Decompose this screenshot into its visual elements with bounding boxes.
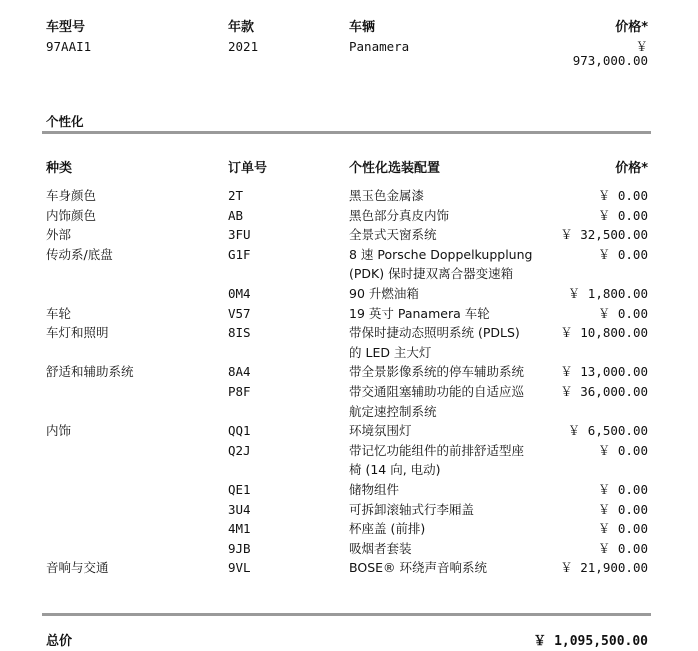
- row-option-text: 航定速控制系统: [349, 403, 437, 419]
- row-option-text: 储物组件: [349, 482, 400, 497]
- row-order-code: Q2J: [228, 442, 251, 458]
- row-order-code: G1F: [228, 246, 251, 262]
- row-category: 内饰: [46, 423, 72, 439]
- row-option-text: 吸烟者套装: [349, 540, 412, 556]
- row-price: ￥ 0.00: [597, 501, 648, 517]
- row-category: 音响与交通: [46, 560, 109, 576]
- row-option-text: 带记忆功能组件的前排舒适型座: [349, 442, 525, 458]
- row-order-code: 3U4: [228, 501, 251, 517]
- section-divider: [42, 131, 651, 134]
- row-option-text: 8 速 Porsche Doppelkupplung: [349, 246, 533, 262]
- row-price: ￥ 0.00: [597, 482, 648, 497]
- row-price: ￥ 10,800.00: [560, 325, 648, 341]
- header-price: 价格*: [615, 20, 648, 35]
- row-order-code: P8F: [228, 384, 251, 399]
- row-order-code: 4M1: [228, 521, 251, 537]
- row-option-text: 黑玉色金属漆: [349, 188, 425, 203]
- row-option-text: (PDK) 保时捷双离合器变速箱: [349, 266, 514, 282]
- row-price: ￥ 0.00: [597, 207, 648, 223]
- row-category: 车身颜色: [46, 188, 97, 203]
- row-order-code: 9VL: [228, 560, 251, 576]
- row-option-text: BOSE® 环绕声音响系统: [349, 560, 488, 576]
- col-header-option: 个性化选装配置: [349, 161, 441, 176]
- row-option-text: 带保时捷动态照明系统 (PDLS): [349, 325, 520, 341]
- row-option-text: 带全景影像系统的停车辅助系统: [349, 364, 525, 380]
- row-price: ￥ 36,000.00: [560, 384, 648, 399]
- row-option-text: 的 LED 主大灯: [349, 344, 432, 360]
- row-option-text: 19 英寸 Panamera 车轮: [349, 305, 490, 321]
- header-model-year: 年款: [228, 20, 255, 35]
- row-category: 传动系/底盘: [46, 246, 113, 262]
- row-order-code: 3FU: [228, 227, 251, 243]
- row-price: ￥ 6,500.00: [567, 423, 648, 439]
- vehicle-value: Panamera: [349, 39, 410, 54]
- total-label: 总价: [46, 634, 73, 649]
- header-model-code: 车型号: [46, 20, 86, 35]
- total-divider: [42, 613, 651, 616]
- col-header-order-no: 订单号: [228, 161, 268, 176]
- row-option-text: 环境氛围灯: [349, 423, 412, 439]
- row-category: 内饰颜色: [46, 207, 97, 223]
- header-vehicle: 车辆: [349, 20, 376, 35]
- row-option-text: 90 升燃油箱: [349, 286, 419, 301]
- col-header-price: 价格*: [615, 161, 648, 176]
- model-code-value: 97AAI1: [46, 39, 92, 54]
- row-option-text: 黑色部分真皮内饰: [349, 207, 450, 223]
- row-category: 车灯和照明: [46, 325, 109, 341]
- row-order-code: 2T: [228, 188, 244, 203]
- row-order-code: AB: [228, 207, 244, 223]
- row-option-text: 可拆卸滚轴式行李厢盖: [349, 501, 475, 517]
- row-order-code: QE1: [228, 482, 251, 497]
- total-value: ￥ 1,095,500.00: [533, 634, 648, 649]
- row-order-code: 8IS: [228, 325, 251, 341]
- row-order-code: 0M4: [228, 286, 251, 301]
- price-currency: ￥: [635, 39, 648, 54]
- row-price: ￥ 0.00: [597, 521, 648, 537]
- row-price: ￥ 0.00: [597, 188, 648, 203]
- row-price: ￥ 0.00: [597, 540, 648, 556]
- row-category: 外部: [46, 227, 72, 243]
- row-option-text: 椅 (14 向, 电动): [349, 462, 441, 478]
- row-price: ￥ 0.00: [597, 246, 648, 262]
- row-price: ￥ 0.00: [597, 442, 648, 458]
- row-order-code: 9JB: [228, 540, 251, 556]
- row-price: ￥ 32,500.00: [560, 227, 648, 243]
- col-header-category: 种类: [46, 161, 73, 176]
- row-option-text: 全景式天窗系统: [349, 227, 437, 243]
- row-category: 舒适和辅助系统: [46, 364, 134, 380]
- row-order-code: V57: [228, 305, 251, 321]
- row-price: ￥ 21,900.00: [560, 560, 648, 576]
- row-order-code: 8A4: [228, 364, 251, 380]
- base-price-value: 973,000.00: [572, 53, 648, 68]
- row-price: ￥ 0.00: [597, 305, 648, 321]
- row-option-text: 带交通阻塞辅助功能的自适应巡: [349, 384, 525, 399]
- row-price: ￥ 13,000.00: [560, 364, 648, 380]
- row-price: ￥ 1,800.00: [567, 286, 648, 301]
- row-category: 车轮: [46, 305, 72, 321]
- row-order-code: QQ1: [228, 423, 251, 439]
- model-year-value: 2021: [228, 39, 259, 54]
- section-title: 个性化: [46, 114, 84, 129]
- row-option-text: 杯座盖 (前排): [349, 521, 426, 537]
